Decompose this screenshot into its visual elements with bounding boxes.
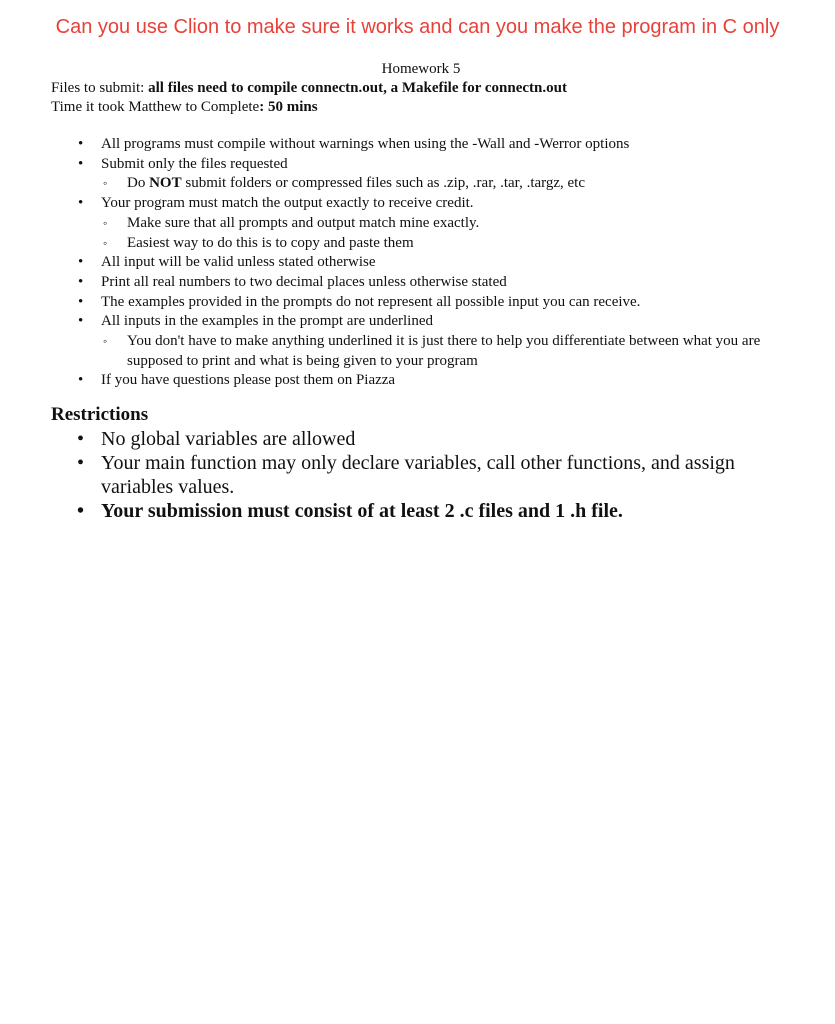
rule-subitem	[101, 214, 821, 234]
rules-list	[51, 135, 821, 391]
rule-text: If you have questions please post them on Piazza	[101, 372, 396, 389]
subitem-suffix: submit folders or compressed files such as .zip, .rar, .tar, .targz, etc	[181, 175, 586, 192]
files-label: Files to submit:	[51, 80, 149, 96]
subitem-text: Easiest way to do this is to copy and paste them	[127, 234, 414, 251]
subitem-text: Make sure that all prompts and output match mine exactly.	[127, 214, 480, 231]
rule-sublist	[101, 174, 821, 194]
time-value: : 50 mins	[259, 99, 318, 115]
restrictions-heading: Restrictions	[51, 404, 149, 426]
restriction-item-bold: • Your submission must consist of at least 2 .c files and 1 .h file.	[51, 499, 821, 523]
restriction-item: • No global variables are allowed	[51, 427, 821, 451]
assignment-title: Homework 5	[381, 61, 461, 77]
subitem-text: You don't have to make anything underlined it is just there to help you differentiate between what you are supposed to print and what is being given to your program	[127, 333, 761, 369]
completion-time	[51, 98, 821, 117]
rule-text: Your program must match the output exactly to receive credit.	[101, 195, 474, 212]
rule-text: Print all real numbers to two decimal places unless otherwise stated	[101, 273, 507, 290]
rule-item	[51, 293, 821, 313]
time-label: Time it took Matthew to Complete	[51, 99, 260, 115]
rule-sublist	[101, 214, 821, 253]
files-value: all files need to compile connectn.out, a Makefile for connectn.out	[148, 80, 567, 96]
rule-sublist	[101, 332, 821, 371]
request-note: Can you use Clion to make sure it works and can you make the program in C only	[55, 16, 780, 38]
rule-text: The examples provided in the prompts do not represent all possible input you can receive.	[101, 293, 641, 310]
rule-item	[51, 253, 821, 273]
rule-item	[51, 273, 821, 293]
rule-item	[51, 155, 821, 194]
subitem-bold: NOT	[149, 175, 182, 192]
rule-text: Submit only the files requested	[101, 155, 288, 172]
rule-item	[51, 312, 821, 371]
subitem-prefix: Do	[127, 175, 150, 192]
assignment-document	[51, 60, 821, 523]
rule-item	[51, 135, 821, 155]
rule-item	[51, 371, 821, 391]
rule-text: All inputs in the examples in the prompt are underlined	[101, 313, 434, 330]
rule-subitem	[101, 174, 821, 194]
restrictions-list	[51, 427, 821, 523]
rule-text: All programs must compile without warnings when using the -Wall and -Werror options	[101, 136, 630, 152]
rule-subitem	[101, 332, 821, 371]
rule-item	[51, 194, 821, 253]
restriction-item: • Your main function may only declare variables, call other functions, and assign variables values.	[51, 451, 821, 499]
rule-text: All input will be valid unless stated otherwise	[101, 254, 376, 271]
files-to-submit	[51, 79, 821, 98]
rule-subitem	[101, 234, 821, 254]
